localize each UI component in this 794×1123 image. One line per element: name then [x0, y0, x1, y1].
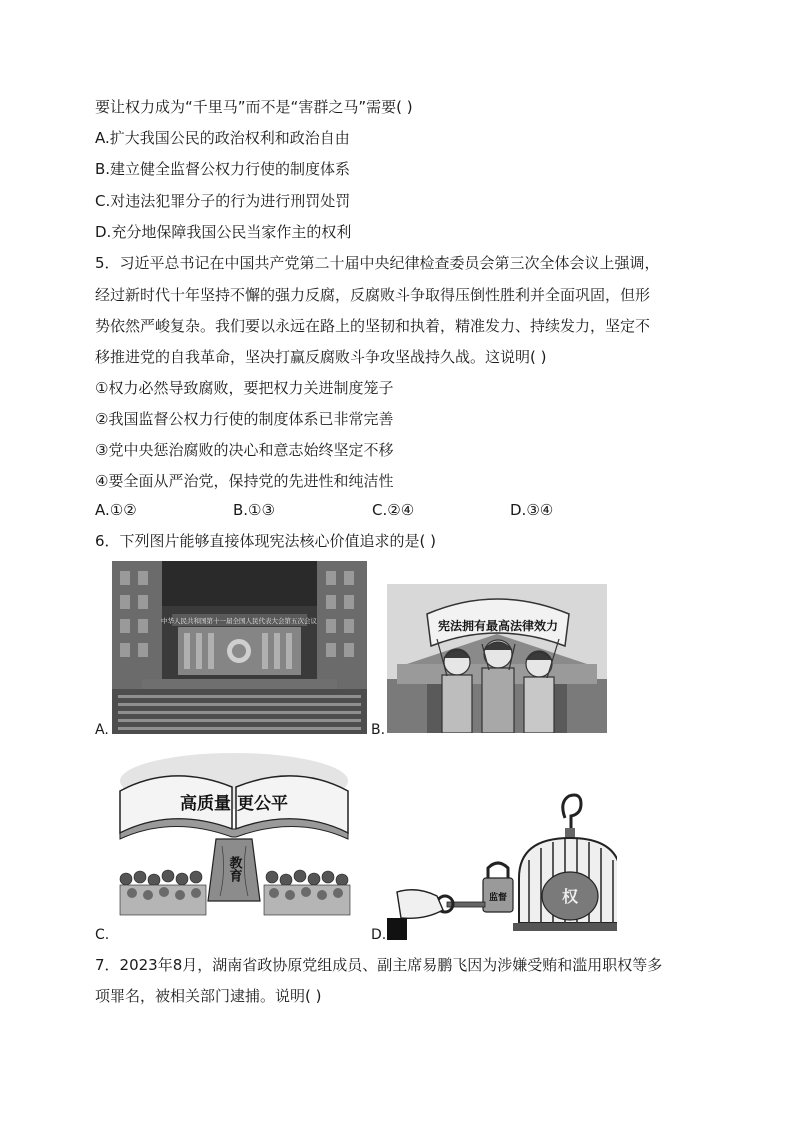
q5-stem-line-2: 经过新时代十年坚持不懈的强力反腐，反腐败斗争取得压倒性胜利并全面巩固，但形	[95, 286, 651, 304]
q5-choices	[95, 501, 695, 521]
q5-statement-3: ③党中央惩治腐败的决心和意志始终坚定不移	[95, 441, 394, 459]
image-d-power-cage	[387, 788, 617, 943]
q5-stem-line-3: 势依然严峻复杂。我们要以永远在路上的坚韧和执着，精准发力、持续发力，坚定不	[95, 317, 651, 335]
q5-choice-a: A.①②	[95, 501, 137, 519]
image-b-sign-text: 宪法拥有最高法律效力	[437, 619, 559, 633]
q7-stem-line-1: 7．2023年8月，湖南省政协原党组成员、副主席易鹏飞因为涉嫌受贿和滥用职权等多	[95, 956, 663, 974]
q6-label-b: B.	[371, 722, 386, 738]
q5-choice-b: B.①③	[233, 501, 275, 519]
image-c-education-tree	[112, 751, 357, 916]
image-b-constitution-cartoon	[387, 584, 607, 733]
image-a-congress-hall	[112, 561, 367, 734]
q5-statement-1: ①权力必然导致腐败，要把权力关进制度笼子	[95, 379, 394, 397]
image-c-trunk-text: 教育	[226, 856, 242, 882]
q5-stem-line-1: 5．习近平总书记在中国共产党第二十届中央纪律检查委员会第三次全体会议上强调，	[95, 254, 660, 272]
image-c-book-text: 高质量 更公平	[180, 794, 288, 814]
q6-stem: 6．下列图片能够直接体现宪法核心价值追求的是( )	[95, 532, 437, 550]
q4-option-a: A.扩大我国公民的政治权利和政治自由	[95, 129, 350, 147]
q5-statement-4: ④要全面从严治党，保持党的先进性和纯洁性	[95, 472, 394, 490]
image-d-cage-text: 权	[561, 887, 579, 906]
q6-label-a: A.	[95, 722, 109, 738]
q7-stem-line-2: 项罪名，被相关部门逮捕。说明( )	[95, 987, 322, 1005]
q4-option-b: B.建立健全监督公权力行使的制度体系	[95, 160, 351, 178]
q5-statement-2: ②我国监督公权力行使的制度体系已非常完善	[95, 410, 394, 428]
q6-label-d: D.	[371, 927, 387, 943]
image-a-banner-text: 中华人民共和国第十一届全国人民代表大会第五次会议	[161, 617, 317, 625]
q6-label-c: C.	[95, 927, 110, 943]
q5-stem-line-4: 移推进党的自我革命，坚决打赢反腐败斗争攻坚战持久战。这说明( )	[95, 348, 547, 366]
q4-option-c: C.对违法犯罪分子的行为进行刑罚处罚	[95, 192, 351, 210]
q4-option-d: D.充分地保障我国公民当家作主的权利	[95, 223, 352, 241]
q4-stem: 要让权力成为“千里马”而不是“害群之马”需要( )	[95, 98, 413, 116]
image-d-lock-text: 监督	[488, 893, 508, 903]
q5-choice-d: D.③④	[510, 501, 554, 519]
q5-choice-c: C.②④	[372, 501, 415, 519]
